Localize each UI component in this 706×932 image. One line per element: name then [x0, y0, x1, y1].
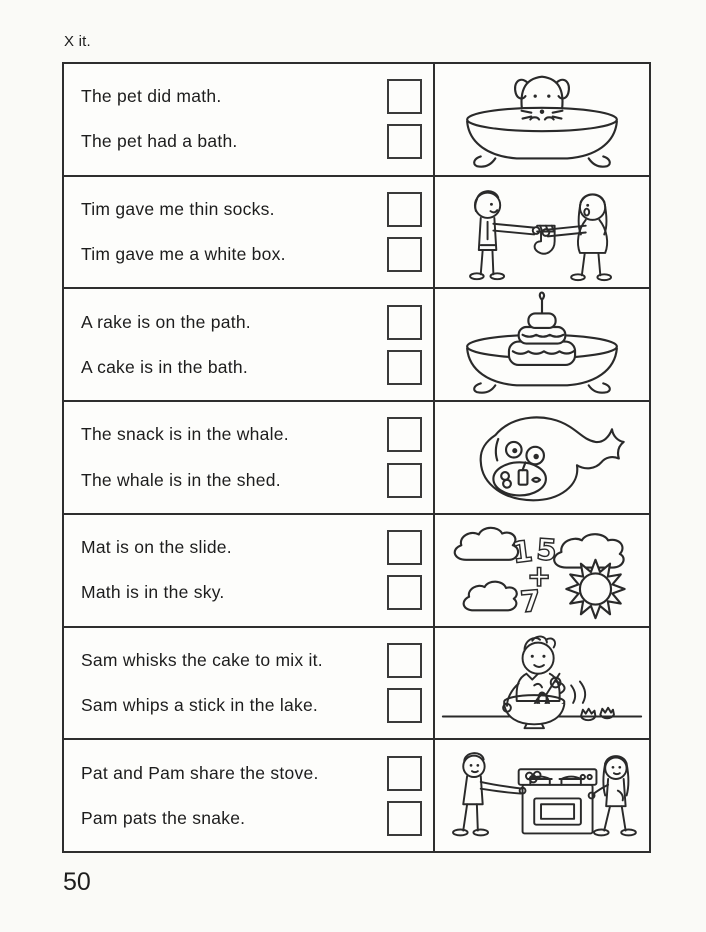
sentence-text: Mat is on the slide.: [81, 537, 232, 558]
sentence-text: Sam whisks the cake to mix it.: [81, 649, 323, 670]
answer-checkbox[interactable]: [387, 237, 422, 272]
sentence-text: Sam whips a stick in the lake.: [81, 695, 319, 716]
worksheet-row: [64, 64, 649, 177]
sentence-text: The snack is in the whale.: [81, 424, 289, 445]
answer-checkbox[interactable]: [387, 305, 422, 340]
worksheet-row: [64, 515, 649, 628]
sentence-cell: [64, 289, 435, 400]
sky-number-1: 1: [510, 533, 535, 570]
sentence-text: A cake is in the bath.: [81, 356, 248, 377]
sentence-text: Tim gave me a white box.: [81, 244, 286, 265]
page-number: 50: [63, 868, 91, 896]
illustration-cell: [435, 402, 649, 513]
answer-checkbox[interactable]: [387, 463, 422, 498]
sentence-text: A rake is on the path.: [81, 311, 251, 332]
answer-checkbox[interactable]: [387, 192, 422, 227]
worksheet-row: [64, 740, 649, 851]
sentence-text: Tim gave me thin socks.: [81, 198, 275, 219]
sentence-cell: [64, 64, 435, 175]
worksheet-row: [64, 177, 649, 290]
illustration-cell: [435, 177, 649, 288]
sentence-cell: [64, 740, 435, 851]
illustration-cell: [435, 740, 649, 851]
worksheet-row: [64, 628, 649, 741]
boy-giving-girl-sock-illustration: [437, 179, 647, 286]
sentence-text: The pet had a bath.: [81, 131, 238, 152]
sky-number-5: 5: [535, 531, 558, 568]
illustration-cell: [435, 628, 649, 739]
sentence-text: Pat and Pam share the stove.: [81, 762, 319, 783]
worksheet-row: [64, 289, 649, 402]
sky-number-7: 7: [518, 583, 543, 619]
math-in-sky-illustration: [437, 517, 647, 624]
dog-in-bathtub-illustration: [437, 66, 647, 173]
worksheet-table: [62, 62, 651, 853]
sentence-cell: [64, 628, 435, 739]
answer-checkbox[interactable]: [387, 124, 422, 159]
sentence-text: The whale is in the shed.: [81, 469, 281, 490]
sentence-cell: [64, 177, 435, 288]
sentence-cell: [64, 402, 435, 513]
answer-checkbox[interactable]: [387, 801, 422, 836]
sentence-text: Math is in the sky.: [81, 582, 225, 603]
answer-checkbox[interactable]: [387, 350, 422, 385]
boy-whisking-bowl-illustration: [437, 629, 647, 736]
sky-plus-sign: +: [526, 558, 552, 593]
answer-checkbox[interactable]: [387, 417, 422, 452]
answer-checkbox[interactable]: [387, 575, 422, 610]
cake-in-bathtub-illustration: [437, 291, 647, 398]
sentence-text: Pam pats the snake.: [81, 807, 246, 828]
answer-checkbox[interactable]: [387, 79, 422, 114]
worksheet-row: [64, 402, 649, 515]
sentence-cell: [64, 515, 435, 626]
kids-at-stove-illustration: [437, 742, 647, 849]
illustration-cell: [435, 64, 649, 175]
illustration-cell: [435, 289, 649, 400]
answer-checkbox[interactable]: [387, 530, 422, 565]
answer-checkbox[interactable]: [387, 688, 422, 723]
sentence-text: The pet did math.: [81, 86, 222, 107]
illustration-cell: [435, 515, 649, 626]
answer-checkbox[interactable]: [387, 643, 422, 678]
whale-with-snacks-illustration: [437, 404, 647, 511]
answer-checkbox[interactable]: [387, 756, 422, 791]
worksheet-instruction: X it.: [64, 33, 91, 50]
